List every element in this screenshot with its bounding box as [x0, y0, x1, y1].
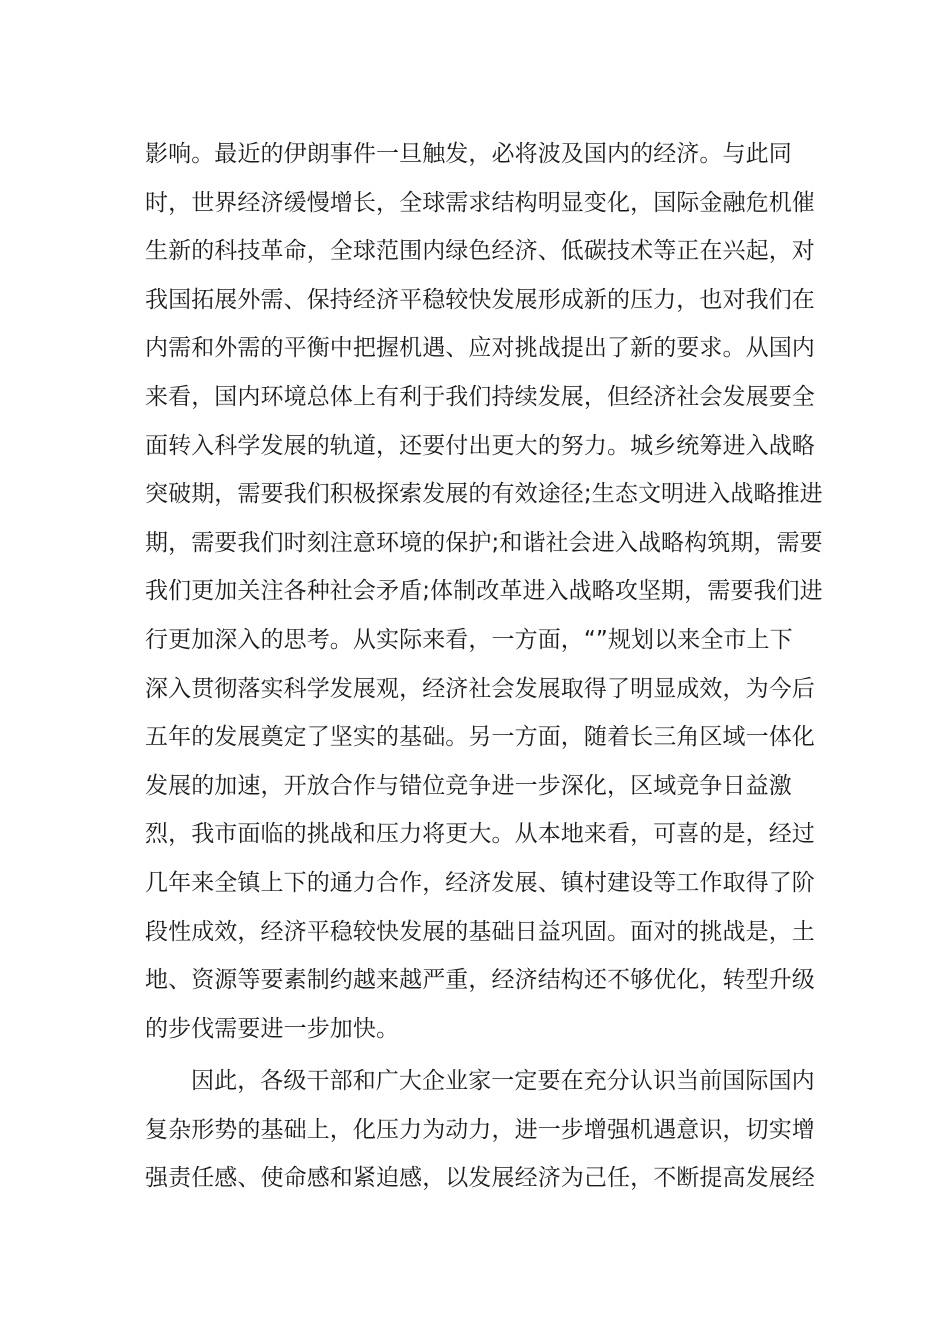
text-line: 强责任感、使命感和紧迫感，以发展经济为己任，不断提高发展经: [145, 1165, 815, 1192]
text-line: 复杂形势的基础上，化压力为动力，进一步增强机遇意识，切实增: [145, 1116, 815, 1143]
text-line: 我们更加关注各种社会矛盾;体制改革进入战略攻坚期，需要我们进: [145, 578, 823, 605]
text-line: 五年的发展奠定了坚实的基础。另一方面，随着长三角区域一体化: [145, 724, 815, 751]
text-line: 时，世界经济缓慢增长，全球需求结构明显变化，国际金融危机催: [145, 189, 815, 216]
text-line: 烈，我市面临的挑战和压力将更大。从本地来看，可喜的是，经过: [145, 821, 815, 848]
paragraph-1: [145, 130, 835, 1053]
text-line: 行更加深入的思考。从实际来看，一方面，“”规划以来全市上下: [145, 626, 793, 653]
text-line: 来看，国内环境总体上有利于我们持续发展，但经济社会发展要全: [145, 383, 815, 410]
text-line: 发展的加速，开放合作与错位竞争进一步深化，区域竞争日益激: [145, 772, 792, 799]
document-body: [145, 130, 835, 1203]
text-line: 段性成效，经济平稳较快发展的基础日益巩固。面对的挑战是，土: [145, 918, 815, 945]
text-line: 影响。最近的伊朗事件一旦触发，必将波及国内的经济。与此同: [145, 141, 792, 167]
text-line: 生新的科技革命，全球范围内绿色经济、低碳技术等正在兴起，对: [145, 238, 815, 265]
text-line: 期，需要我们时刻注意环境的保护;和谐社会进入战略构筑期，需要: [145, 529, 823, 556]
text-line: 几年来全镇上下的通力合作，经济发展、镇村建设等工作取得了阶: [145, 869, 815, 896]
text-line: 突破期，需要我们积极探索发展的有效途径;生态文明进入战略推进: [145, 481, 823, 508]
text-line: 我国拓展外需、保持经济平稳较快发展形成新的压力，也对我们在: [145, 286, 815, 313]
text-line: 的步伐需要进一步加快。: [145, 1015, 400, 1042]
paragraph-2: [145, 1057, 835, 1203]
text-line: 内需和外需的平衡中把握机遇、应对挑战提出了新的要求。从国内: [145, 335, 815, 362]
text-line: 地、资源等要素制约越来越严重，经济结构还不够优化，转型升级: [145, 967, 815, 994]
text-line: 深入贯彻落实科学发展观，经济社会发展取得了明显成效，为今后: [145, 675, 815, 702]
text-line: 面转入科学发展的轨道，还要付出更大的努力。城乡统筹进入战略: [145, 432, 815, 459]
text-line: 因此，各级干部和广大企业家一定要在充分认识当前国际国内: [191, 1068, 815, 1095]
